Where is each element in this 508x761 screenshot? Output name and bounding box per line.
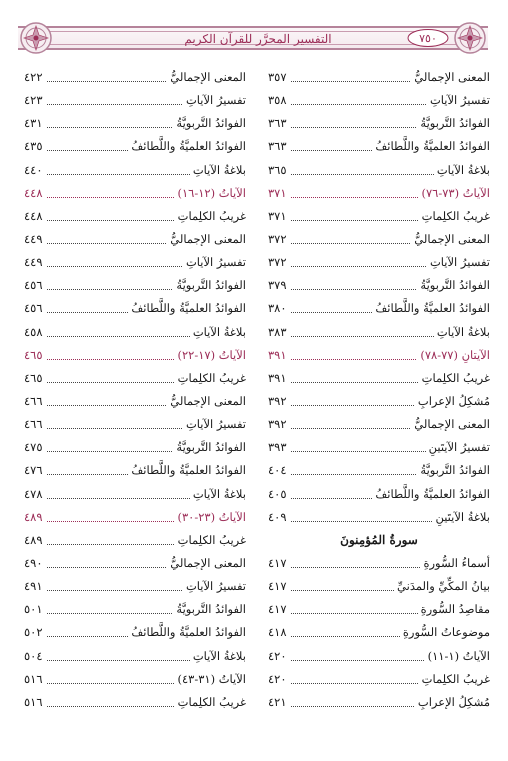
toc-entry-label: مُشكِلُ الإعرابِ (415, 691, 490, 714)
toc-entry-row (24, 691, 246, 714)
toc-entry-row (24, 529, 246, 552)
toc-page-number: ٣٩١ (268, 344, 290, 367)
toc-entry-label: غريبُ الكلِماتِ (175, 691, 246, 714)
toc-entry-row (24, 413, 246, 436)
toc-entry-row (268, 367, 490, 390)
toc-page-number: ٣٧٩ (268, 274, 290, 297)
toc-right-column (268, 66, 490, 714)
toc-entry-row (24, 598, 246, 621)
toc-entry-row (268, 483, 490, 506)
toc-page-number: ٤٢٠ (268, 645, 290, 668)
toc-entry-label: الآيتانِ (٧٧-٧٨) (417, 344, 490, 367)
toc-page-number: ٣٨٣ (268, 321, 290, 344)
toc-page-number: ٤٦٥ (24, 367, 46, 390)
toc-entry-label: المعنى الإجماليُّ (411, 66, 490, 89)
toc-entry-row (24, 552, 246, 575)
toc-entry-label: الآياتُ (٧٣-٧٦) (418, 182, 490, 205)
toc-page-number: ٤٣١ (24, 112, 46, 135)
toc-entry-row (24, 459, 246, 482)
toc-page-number: ٤٢٣ (24, 89, 46, 112)
toc-entry-row (24, 251, 246, 274)
toc-entry-row (268, 436, 490, 459)
toc-entry-label: بلاغةُ الآياتِ (190, 321, 246, 344)
toc-entry-label: الفوائدُ التَّربويَّةُ (417, 274, 490, 297)
toc-entry-label: تفسيرُ الآياتِ (427, 251, 490, 274)
toc-page-number: ٤٨٩ (24, 529, 46, 552)
page-header (18, 20, 488, 56)
toc-page-number: ٤٦٦ (24, 390, 46, 413)
toc-entry-row (24, 89, 246, 112)
toc-entry-row (268, 390, 490, 413)
toc-entry-row (268, 575, 490, 598)
toc-section-row (24, 182, 246, 205)
toc-entry-row (268, 159, 490, 182)
toc-page-number: ٣٥٧ (268, 66, 290, 89)
toc-entry-label: الفوائدُ التَّربويَّةُ (417, 112, 490, 135)
toc-entry-label: الآياتُ (٣١-٤٣) (174, 668, 246, 691)
toc-entry-row (24, 228, 246, 251)
toc-entry-label: بلاغةُ الآياتِ (190, 159, 246, 182)
toc-entry-row (24, 135, 246, 158)
toc-left-column (24, 66, 246, 714)
toc-page-number: ٤٨٩ (24, 506, 46, 529)
toc-page-number: ٤٩٠ (24, 552, 46, 575)
toc-entry-label: المعنى الإجماليُّ (167, 552, 246, 575)
toc-page-number: ٣٩٢ (268, 390, 290, 413)
toc-page-number: ٤٤٩ (24, 251, 46, 274)
toc-entry-row (24, 274, 246, 297)
toc-entry-label: بلاغةُ الآيتَينِ (432, 506, 490, 529)
toc-section-row (268, 344, 490, 367)
toc-entry-label: غريبُ الكلِماتِ (175, 367, 246, 390)
toc-entry-row (268, 89, 490, 112)
toc-entry-row (268, 506, 490, 529)
toc-page-number: ٤٧٥ (24, 436, 46, 459)
toc-entry-label: غريبُ الكلِماتِ (419, 205, 490, 228)
toc-page-number: ٤٠٩ (268, 506, 290, 529)
toc-page-number: ٣٧٢ (268, 228, 290, 251)
toc-entry-row (268, 112, 490, 135)
toc-entry-row (268, 598, 490, 621)
toc-entry-label: الفوائدُ العلميَّةُ واللَّطائفُ (128, 621, 246, 644)
toc-entry-label: مقاصِدُ السُّورةِ (418, 598, 490, 621)
toc-entry-row (268, 228, 490, 251)
page-number: ٧٥٠ (419, 32, 437, 45)
toc-entry-row (268, 251, 490, 274)
toc-entry-row (268, 552, 490, 575)
toc-entry-label: المعنى الإجماليُّ (411, 228, 490, 251)
toc-entry-label: الفوائدُ العلميَّةُ واللَّطائفُ (128, 297, 246, 320)
toc-page-number: ٣٦٣ (268, 135, 290, 158)
toc-page-number: ٣٦٣ (268, 112, 290, 135)
toc-page-number: ٤٢٠ (268, 668, 290, 691)
toc-entry-row (268, 205, 490, 228)
toc-entry-row (268, 274, 490, 297)
toc-entry-row (24, 66, 246, 89)
toc-entry-row (24, 436, 246, 459)
toc-entry-row (24, 575, 246, 598)
toc-page-number: ٤٥٨ (24, 321, 46, 344)
toc-entry-label: الآياتُ (٢٣-٣٠) (174, 506, 246, 529)
toc-entry-label: الآياتُ (١٧-٢٢) (174, 344, 246, 367)
toc-page-number: ٤٤٨ (24, 182, 46, 205)
toc-page-number: ٤٩١ (24, 575, 46, 598)
toc-page-number: ٤٠٤ (268, 459, 290, 482)
toc-page-number: ٤١٧ (268, 552, 290, 575)
toc-page-number: ٣٩١ (268, 367, 290, 390)
toc-entry-label: تفسيرُ الآياتِ (427, 89, 490, 112)
toc-entry-label: مُشكِلُ الإعرابِ (415, 390, 490, 413)
toc-entry-label: الفوائدُ التَّربويَّةُ (173, 112, 246, 135)
toc-entry-label: تفسيرُ الآيتَينِ (426, 436, 490, 459)
toc-entry-label: بيانُ المكِّيِّ والمدَنيِّ (394, 575, 490, 598)
surah-heading (268, 529, 490, 552)
toc-entry-label: موضوعاتُ السُّورةِ (400, 621, 490, 644)
toc-entry-label: الفوائدُ العلميَّةُ واللَّطائفُ (128, 135, 246, 158)
toc-entry-label: تفسيرُ الآياتِ (183, 413, 246, 436)
toc-entry-label: الفوائدُ التَّربويَّةُ (173, 274, 246, 297)
toc-entry-row (268, 413, 490, 436)
toc-page-number: ٤٥٦ (24, 274, 46, 297)
toc-page-number: ٤٤٨ (24, 205, 46, 228)
toc-section-row (24, 344, 246, 367)
toc-entry-row (268, 645, 490, 668)
toc-page-number: ٤٠٥ (268, 483, 290, 506)
toc-entry-label: غريبُ الكلِماتِ (419, 367, 490, 390)
toc-page-number: ٤٧٨ (24, 483, 46, 506)
toc-page-number: ٥١٦ (24, 691, 46, 714)
toc-entry-row (24, 668, 246, 691)
toc-entry-label: غريبُ الكلِماتِ (419, 668, 490, 691)
toc-entry-label: المعنى الإجماليُّ (167, 66, 246, 89)
toc-page-number: ٤١٧ (268, 598, 290, 621)
toc-page-number: ٤٤٠ (24, 159, 46, 182)
toc-page-number: ٤٥٦ (24, 297, 46, 320)
toc-page-number: ٥٠٤ (24, 645, 46, 668)
surah-title: سورةُ المُؤمِنونَ (340, 532, 418, 547)
toc-entry-label: الفوائدُ العلميَّةُ واللَّطائفُ (128, 459, 246, 482)
toc-entry-label: غريبُ الكلِماتِ (175, 529, 246, 552)
toc-page-number: ٤٣٥ (24, 135, 46, 158)
toc-entry-row (24, 390, 246, 413)
toc-page-number: ٣٨٠ (268, 297, 290, 320)
toc-page-number: ٣٧١ (268, 182, 290, 205)
toc-entry-label: الفوائدُ التَّربويَّةُ (173, 598, 246, 621)
toc-page-number: ٣٩٣ (268, 436, 290, 459)
toc-page-number: ٤٢١ (268, 691, 290, 714)
toc-entry-label: الفوائدُ التَّربويَّةُ (417, 459, 490, 482)
toc-entry-label: أسماءُ السُّورةِ (420, 552, 490, 575)
toc-entry-row (24, 112, 246, 135)
toc-entry-row (24, 483, 246, 506)
toc-entry-label: الآياتُ (١-١١) (425, 645, 490, 668)
toc-page-number: ٤٢٢ (24, 66, 46, 89)
toc-page-number: ٤٤٩ (24, 228, 46, 251)
toc-entry-label: الفوائدُ العلميَّةُ واللَّطائفُ (372, 135, 490, 158)
toc-entry-label: غريبُ الكلِماتِ (175, 205, 246, 228)
toc-entry-row (24, 621, 246, 644)
toc-entry-row (268, 459, 490, 482)
ornament-left-icon (18, 20, 54, 56)
toc-entry-label: الفوائدُ التَّربويَّةُ (173, 436, 246, 459)
toc-entry-label: الآياتُ (١٢-١٦) (174, 182, 246, 205)
toc-page-number: ٤١٨ (268, 621, 290, 644)
toc-entry-label: المعنى الإجماليُّ (167, 228, 246, 251)
toc-entry-row (268, 621, 490, 644)
toc-entry-label: بلاغةُ الآياتِ (434, 159, 490, 182)
toc-entry-row (24, 297, 246, 320)
toc-entry-label: المعنى الإجماليُّ (411, 413, 490, 436)
toc-page-number: ٤١٧ (268, 575, 290, 598)
toc-section-row (268, 182, 490, 205)
toc-entry-row (24, 159, 246, 182)
toc-entry-label: بلاغةُ الآياتِ (190, 483, 246, 506)
toc-entry-row (268, 297, 490, 320)
toc-entry-label: تفسيرُ الآياتِ (183, 575, 246, 598)
toc-entry-label: تفسيرُ الآياتِ (183, 89, 246, 112)
toc-entry-label: بلاغةُ الآياتِ (190, 645, 246, 668)
toc-entry-label: تفسيرُ الآياتِ (183, 251, 246, 274)
toc-page-number: ٤٦٥ (24, 344, 46, 367)
toc-entry-row (268, 66, 490, 89)
toc-entry-row (24, 205, 246, 228)
toc-page-number: ٥٠٢ (24, 621, 46, 644)
toc-entry-label: الفوائدُ العلميَّةُ واللَّطائفُ (372, 297, 490, 320)
toc-page-number: ٤٧٦ (24, 459, 46, 482)
toc-page-number: ٥١٦ (24, 668, 46, 691)
toc-entry-row (24, 645, 246, 668)
toc-entry-label: الفوائدُ العلميَّةُ واللَّطائفُ (372, 483, 490, 506)
toc-entry-label: المعنى الإجماليُّ (167, 390, 246, 413)
toc-page-number: ٣٧٢ (268, 251, 290, 274)
toc-page-number: ٤٦٦ (24, 413, 46, 436)
toc-entry-row (268, 135, 490, 158)
toc-page-number: ٣٦٥ (268, 159, 290, 182)
toc-entry-row (268, 668, 490, 691)
toc-page-number: ٣٩٢ (268, 413, 290, 436)
toc-entry-row (24, 367, 246, 390)
toc-page-number: ٥٠١ (24, 598, 46, 621)
toc-entry-row (268, 321, 490, 344)
toc-section-row (24, 506, 246, 529)
ornament-right-icon (452, 20, 488, 56)
toc-page-number: ٣٥٨ (268, 89, 290, 112)
toc-entry-row (24, 321, 246, 344)
toc-entry-row (268, 691, 490, 714)
toc-page-number: ٣٧١ (268, 205, 290, 228)
page-title: التفسير المحرَّر للقرآن الكريم (184, 32, 332, 46)
toc-entry-label: بلاغةُ الآياتِ (434, 321, 490, 344)
